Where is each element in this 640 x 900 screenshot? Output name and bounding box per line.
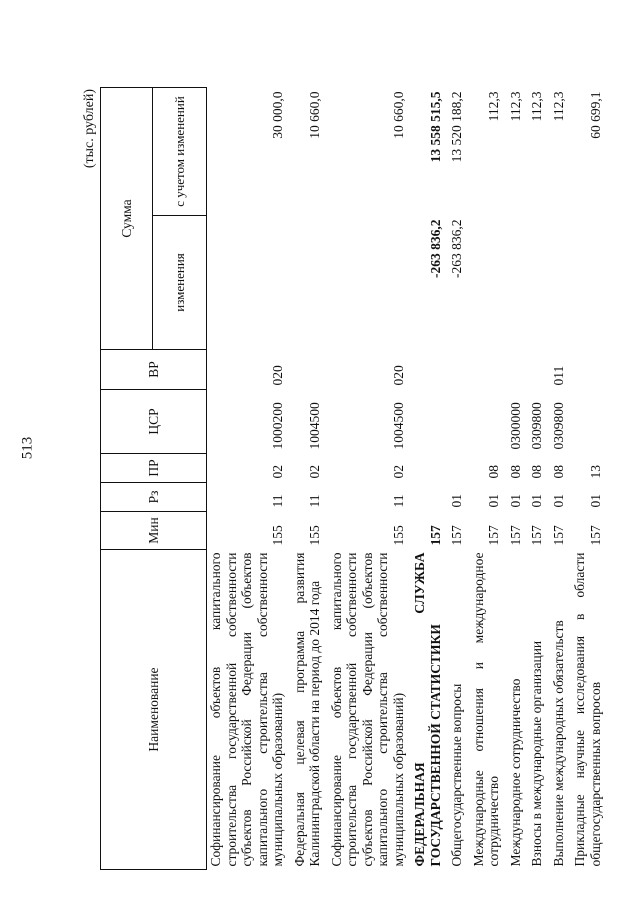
row-min: 157	[529, 525, 544, 546]
row-csr: 0309800	[550, 402, 566, 450]
table-header	[101, 87, 207, 869]
row-pr: 02	[390, 465, 406, 479]
row-name: Международные отношения и международное сотрудничество	[470, 552, 501, 867]
row-changes	[528, 216, 550, 350]
row-csr	[448, 390, 470, 454]
row-rz: 11	[270, 494, 285, 508]
row-rz: 01	[486, 494, 501, 508]
row-name: ФЕДЕРАЛЬНАЯ СЛУЖБА ГОСУДАРСТВЕННОЙ СТАТИСТИКИ	[412, 552, 443, 867]
table-row	[470, 87, 507, 869]
row-csr: 1004500	[390, 402, 406, 450]
table-body	[207, 87, 609, 869]
row-name: Международное сотрудничество	[507, 678, 523, 867]
row-changes: -263 836,2	[427, 219, 443, 278]
row-vr	[448, 350, 470, 390]
table-row	[448, 87, 470, 869]
row-pr: 08	[486, 465, 501, 479]
row-min: 157	[449, 525, 464, 546]
row-rz: 01	[529, 494, 544, 508]
row-vr	[507, 350, 529, 390]
row-min: 157	[486, 525, 501, 546]
row-with-changes: 10 660,0	[307, 91, 322, 139]
row-name: Взносы в международные организации	[529, 640, 544, 867]
table-row	[411, 87, 448, 869]
row-with-changes: 10 660,0	[390, 91, 406, 139]
row-rz: 11	[307, 494, 322, 508]
units-label: (тыс. рублей)	[82, 89, 97, 169]
row-changes	[291, 216, 328, 350]
row-csr: 1004500	[307, 402, 322, 450]
row-changes	[207, 216, 291, 350]
table-row	[507, 87, 529, 869]
row-rz: 01	[507, 494, 523, 508]
row-csr	[411, 390, 448, 454]
row-changes	[507, 216, 529, 350]
rotated-page	[78, 80, 603, 870]
row-vr	[528, 350, 550, 390]
row-vr	[571, 350, 608, 390]
row-name: Общегосударственные вопросы	[449, 683, 464, 867]
row-pr	[448, 454, 470, 483]
row-with-changes: 13 558 515,5	[427, 91, 443, 163]
row-pr: 08	[550, 465, 566, 479]
row-with-changes: 30 000,0	[270, 91, 285, 139]
row-vr: 011	[550, 365, 566, 386]
row-min: 157	[507, 525, 523, 546]
table-row	[528, 87, 550, 869]
header-min: Мин	[101, 512, 207, 550]
table-row	[571, 87, 608, 869]
row-pr	[411, 454, 448, 483]
row-csr	[571, 390, 608, 454]
row-csr: 0300000	[507, 402, 523, 450]
row-vr: 020	[270, 365, 285, 386]
row-with-changes: 60 699,1	[587, 91, 603, 139]
row-changes	[470, 216, 507, 350]
row-with-changes: 112,3	[507, 91, 523, 122]
budget-table	[100, 87, 608, 870]
header-pr: ПР	[101, 454, 207, 483]
row-name: Софинансирование объектов капитального строительства государственной собственности субъектов Российской Федерации (объектов капитального строительства собственности муниципальных образований)	[328, 552, 406, 867]
header-changes: изменения	[153, 216, 207, 350]
row-vr: 020	[390, 365, 406, 386]
row-vr	[470, 350, 507, 390]
header-with-changes: с учетом изменений	[153, 87, 207, 215]
row-changes	[328, 216, 412, 350]
row-rz: 01	[587, 494, 603, 508]
row-csr: 0309800	[529, 402, 544, 450]
row-pr: 08	[507, 465, 523, 479]
row-with-changes: 112,3	[529, 91, 544, 122]
header-csr: ЦСР	[101, 390, 207, 454]
table-row	[207, 87, 291, 869]
row-with-changes: 112,3	[486, 91, 501, 122]
table-row	[328, 87, 412, 869]
header-rz: Рз	[101, 483, 207, 512]
row-vr	[411, 350, 448, 390]
row-changes	[550, 216, 572, 350]
row-with-changes: 112,3	[550, 91, 566, 122]
header-vr: ВР	[101, 350, 207, 390]
row-name: Софинансирование объектов капитального строительства государственной собственности субъектов Российской Федерации (объектов капитального строительства собственности муниципальных образований)	[208, 552, 285, 867]
row-name: Прикладные научные исследования в области общегосударственных вопросов	[572, 552, 603, 867]
row-csr: 1000200	[270, 402, 285, 450]
page-number: 513	[19, 436, 36, 460]
header-name: Наименование	[101, 550, 207, 870]
row-pr: 13	[587, 465, 603, 479]
header-sum: Сумма	[101, 87, 153, 349]
row-rz	[411, 483, 448, 512]
row-csr	[470, 390, 507, 454]
row-changes: -263 836,2	[449, 219, 464, 278]
row-name: Выполнение международных обязательств	[550, 620, 566, 867]
row-min: 157	[587, 525, 603, 546]
row-rz: 01	[449, 494, 464, 508]
row-pr: 08	[529, 465, 544, 479]
table-row	[291, 87, 328, 869]
row-min: 157	[550, 525, 566, 546]
table-row	[550, 87, 572, 869]
row-min: 155	[270, 525, 285, 546]
row-with-changes: 13 520 188,2	[449, 91, 464, 163]
row-vr	[291, 350, 328, 390]
row-min: 157	[427, 525, 443, 546]
row-rz: 11	[390, 494, 406, 508]
row-min: 155	[390, 525, 406, 546]
row-rz: 01	[550, 494, 566, 508]
row-changes	[571, 216, 608, 350]
row-pr: 02	[307, 465, 322, 479]
row-pr: 02	[270, 465, 285, 479]
row-min: 155	[307, 525, 322, 546]
row-name: Федеральная целевая программа развития Калининградской области на период до 2014 года	[291, 552, 322, 867]
